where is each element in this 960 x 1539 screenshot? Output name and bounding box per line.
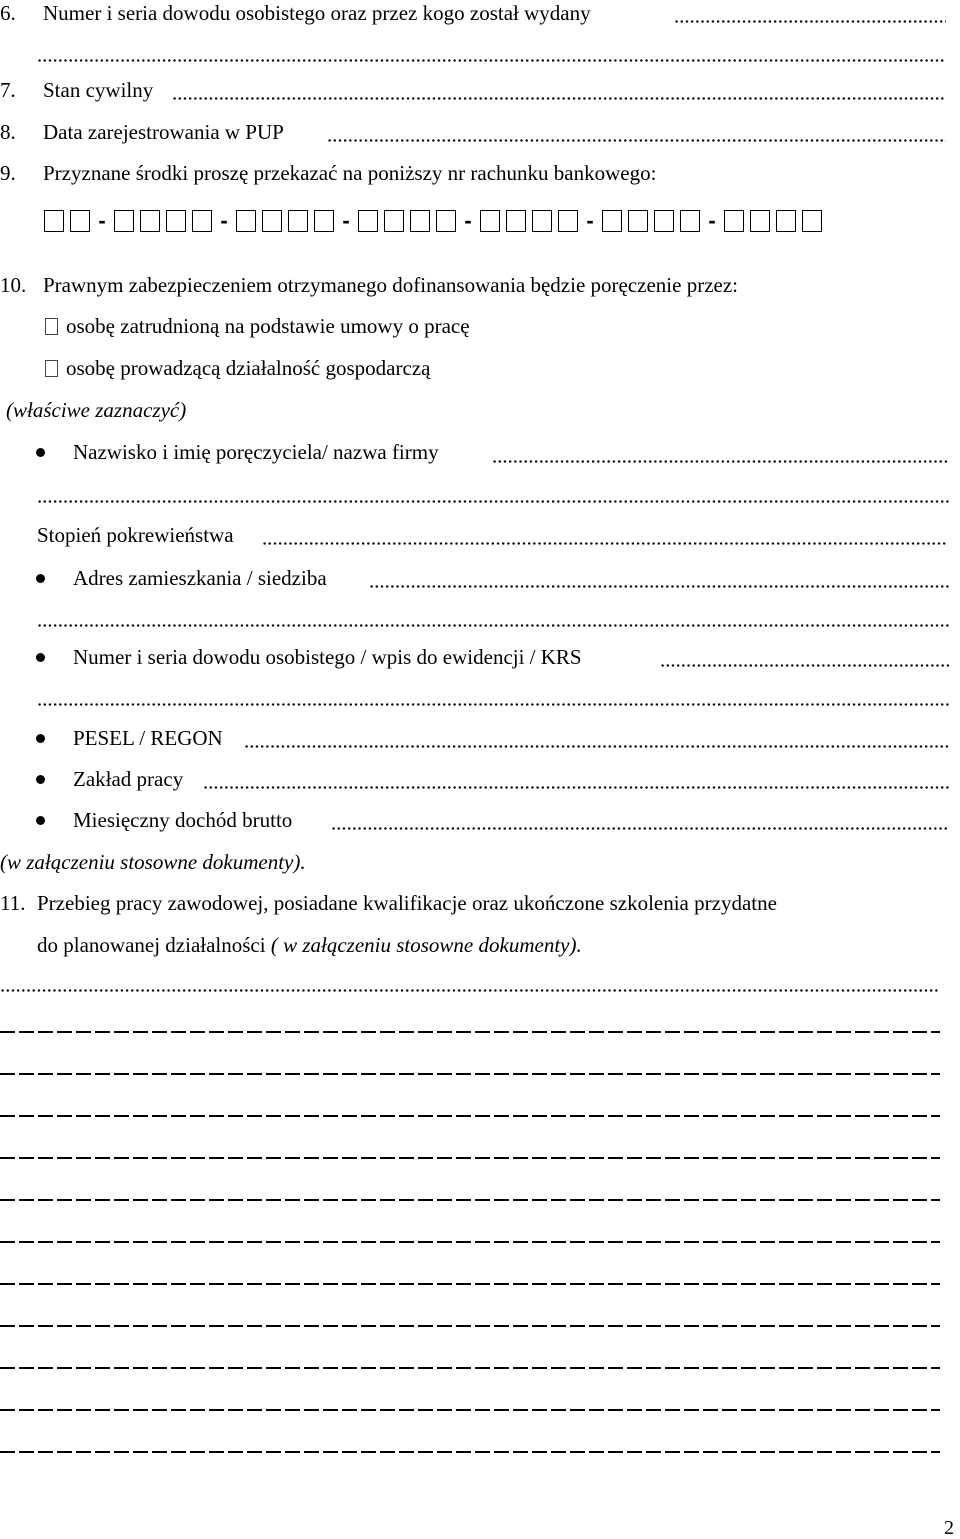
account-digit-box[interactable] [70, 210, 90, 232]
pesel-regon-label: PESEL / REGON [73, 726, 223, 750]
career-dash-line[interactable] [0, 1241, 940, 1243]
income-label: Miesięczny dochód brutto [73, 808, 293, 832]
workplace-label: Zakład pracy [73, 767, 184, 791]
bank-account-number-boxes[interactable] [44, 209, 828, 232]
mark-note: (właściwe zaznaczyć) [6, 398, 187, 422]
account-digit-box[interactable] [436, 210, 456, 232]
account-separator: - [586, 208, 594, 234]
bullet-icon [36, 653, 45, 662]
bullet-icon [36, 448, 45, 457]
item-10-number: 10. [0, 273, 27, 297]
address-fill-line-2[interactable] [37, 624, 949, 627]
account-digit-box[interactable] [480, 210, 500, 232]
account-digit-box[interactable] [680, 210, 700, 232]
item-6-number: 6. [0, 1, 16, 25]
bullet-icon [36, 574, 45, 583]
career-dash-line[interactable] [0, 1325, 940, 1327]
item-11-label-line-2 [37, 935, 582, 956]
account-digit-box[interactable] [558, 210, 578, 232]
item-9-label: Przyznane środki proszę przekazać na poniższy nr rachunku bankowego: [43, 161, 657, 185]
account-separator: - [342, 208, 350, 234]
id-number-fill-line-2[interactable] [37, 703, 949, 706]
item-11-number: 11. [0, 891, 26, 915]
account-digit-box[interactable] [288, 210, 308, 232]
bullet-icon [36, 775, 45, 784]
option-employed-label: osobę zatrudnioną na podstawie umowy o pracę [66, 314, 470, 338]
career-dash-line[interactable] [0, 1367, 940, 1369]
career-fill-line[interactable] [0, 989, 940, 992]
address-label: Adres zamieszkania / siedziba [73, 566, 327, 590]
account-digit-box[interactable] [602, 210, 622, 232]
career-dash-line[interactable] [0, 1115, 940, 1117]
option-business-row[interactable] [45, 358, 430, 379]
item-6-label: Numer i seria dowodu osobistego oraz przez kogo został wydany [43, 1, 591, 25]
account-digit-box[interactable] [802, 210, 822, 232]
career-dash-line[interactable] [0, 1157, 940, 1159]
account-digit-box[interactable] [192, 210, 212, 232]
item-7-label: Stan cywilny [43, 78, 154, 102]
account-separator: - [220, 208, 228, 234]
item-8-label: Data zarejestrowania w PUP [43, 120, 284, 144]
id-number-fill-line-1[interactable] [660, 664, 949, 667]
income-fill-line[interactable] [331, 827, 949, 830]
item-7-number: 7. [0, 78, 16, 102]
guarantor-name-label: Nazwisko i imię poręczyciela/ nazwa firmy [73, 440, 439, 464]
account-digit-box[interactable] [628, 210, 648, 232]
account-digit-box[interactable] [654, 210, 674, 232]
account-digit-box[interactable] [384, 210, 404, 232]
page-number: 2 [944, 1517, 954, 1539]
item-6-fill-line-2[interactable] [37, 59, 946, 62]
item-7-fill-line[interactable] [172, 97, 946, 100]
item-8-number: 8. [0, 120, 16, 144]
item-6-fill-line-1[interactable] [674, 20, 946, 23]
address-fill-line-1[interactable] [369, 585, 949, 588]
account-digit-box[interactable] [262, 210, 282, 232]
account-digit-box[interactable] [236, 210, 256, 232]
account-digit-box[interactable] [358, 210, 378, 232]
account-digit-box[interactable] [750, 210, 770, 232]
career-dash-line[interactable] [0, 1199, 940, 1201]
account-digit-box[interactable] [506, 210, 526, 232]
career-dash-line[interactable] [0, 1283, 940, 1285]
item-10-label: Prawnym zabezpieczeniem otrzymanego dofinansowania będzie poręczenie przez: [43, 273, 738, 297]
account-digit-box[interactable] [140, 210, 160, 232]
account-separator: - [464, 208, 472, 234]
item-11-label-italic: ( w załączeniu stosowne dokumenty). [270, 933, 582, 957]
account-digit-box[interactable] [44, 210, 64, 232]
account-digit-box[interactable] [724, 210, 744, 232]
career-dash-line[interactable] [0, 1073, 940, 1075]
account-digit-box[interactable] [776, 210, 796, 232]
pesel-regon-fill-line[interactable] [244, 745, 949, 748]
guarantor-name-fill-line-1[interactable] [492, 460, 949, 463]
career-dash-line[interactable] [0, 1409, 940, 1411]
id-number-label: Numer i seria dowodu osobistego / wpis do ewidencji / KRS [73, 645, 582, 669]
account-digit-box[interactable] [410, 210, 430, 232]
bullet-icon [36, 816, 45, 825]
career-dash-line[interactable] [0, 1031, 940, 1033]
kinship-label: Stopień pokrewieństwa [37, 523, 234, 547]
account-digit-box[interactable] [532, 210, 552, 232]
career-dash-line[interactable] [0, 1451, 940, 1453]
item-11-label-plain: do planowanej działalności [37, 933, 271, 957]
account-digit-box[interactable] [314, 210, 334, 232]
item-11-label: Przebieg pracy zawodowej, posiadane kwalifikacje oraz ukończone szkolenia przydatne [37, 891, 777, 915]
attachment-note: (w załączeniu stosowne dokumenty). [0, 850, 306, 874]
account-separator: - [98, 208, 106, 234]
kinship-fill-line[interactable] [262, 542, 948, 545]
option-business-checkbox[interactable] [45, 360, 58, 377]
bullet-icon [36, 734, 45, 743]
guarantor-name-fill-line-2[interactable] [37, 500, 949, 503]
item-8-fill-line[interactable] [327, 139, 946, 142]
option-business-label: osobę prowadzącą działalność gospodarczą [66, 356, 431, 380]
option-employed-checkbox[interactable] [45, 318, 58, 335]
item-9-number: 9. [0, 161, 16, 185]
account-digit-box[interactable] [114, 210, 134, 232]
account-digit-box[interactable] [166, 210, 186, 232]
workplace-fill-line[interactable] [203, 786, 949, 789]
account-separator: - [708, 208, 716, 234]
option-employed-row[interactable] [45, 316, 470, 337]
